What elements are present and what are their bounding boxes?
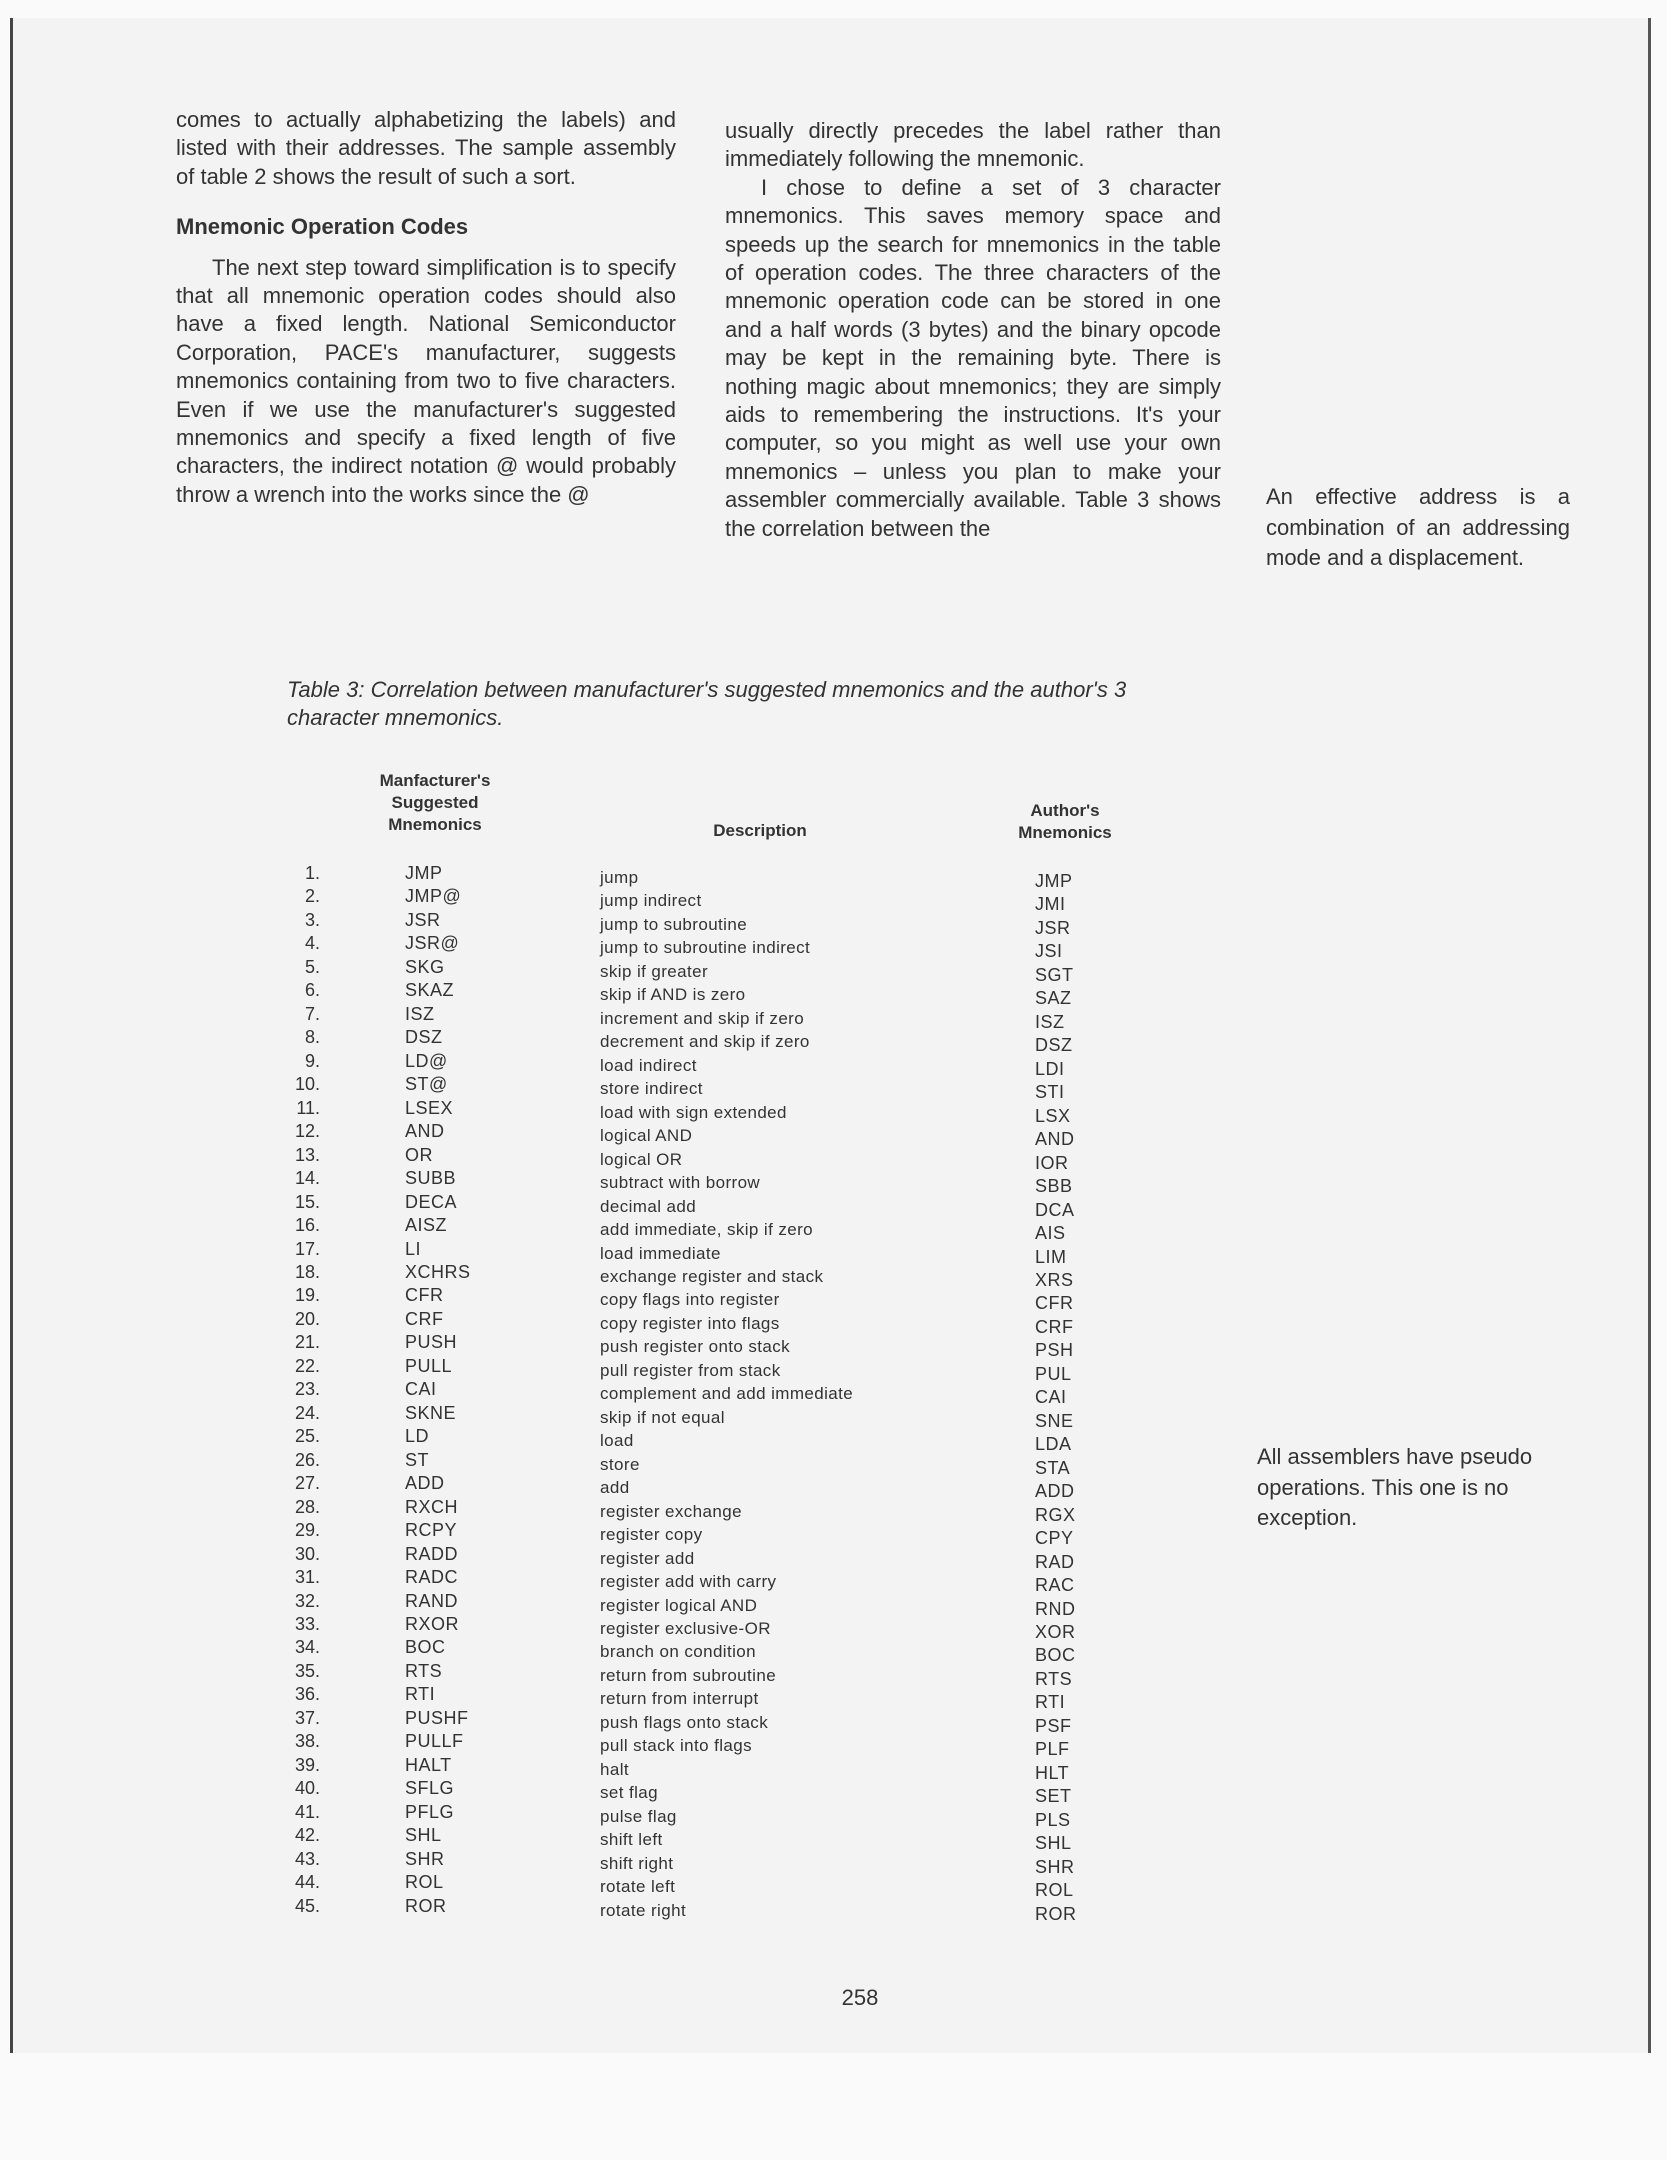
description-cell: copy register into flags	[600, 1313, 780, 1333]
description-cell: register add with carry	[600, 1572, 777, 1592]
manufacturer-mnemonic: PUSH	[405, 1332, 458, 1353]
manufacturer-mnemonic: SHR	[405, 1848, 445, 1869]
author-mnemonic: SHL	[1035, 1833, 1072, 1854]
manufacturer-mnemonic: SKG	[405, 956, 445, 977]
description-cell: set flag	[600, 1783, 659, 1803]
page-number: 258	[841, 1985, 879, 2010]
manufacturer-mnemonic: CFR	[405, 1285, 444, 1306]
author-mnemonic: IOR	[1035, 1152, 1069, 1173]
row-number: 17.	[294, 1238, 320, 1259]
table-caption: Table 3: Correlation between manufacturer's suggested mnemonics and the author's 3 character mnemonics.	[287, 677, 1127, 730]
row-number: 19.	[294, 1285, 320, 1306]
author-mnemonic: DCA	[1035, 1199, 1075, 1220]
row-number: 27.	[294, 1473, 320, 1494]
author-mnemonic: SGT	[1035, 964, 1074, 985]
row-number: 36.	[294, 1684, 320, 1705]
row-number: 4.	[304, 933, 320, 954]
description-cell: pull stack into flags	[600, 1736, 753, 1756]
column-row-numbers	[250, 862, 320, 1918]
manufacturer-mnemonic: LD@	[405, 1050, 448, 1071]
description-cell: skip if not equal	[600, 1407, 725, 1427]
author-mnemonic: ROR	[1035, 1903, 1077, 1924]
description-cell: return from interrupt	[600, 1689, 759, 1709]
description-cell: halt	[600, 1759, 630, 1779]
row-number: 6.	[304, 980, 320, 1001]
manufacturer-mnemonic: ROR	[405, 1895, 447, 1916]
row-number: 1.	[304, 863, 320, 883]
description-cell: store	[600, 1454, 640, 1474]
author-mnemonic: RAD	[1035, 1551, 1075, 1572]
row-number: 44.	[294, 1872, 320, 1893]
author-mnemonic: SET	[1035, 1786, 1072, 1807]
manufacturer-mnemonic: RTI	[405, 1684, 436, 1705]
row-number: 29.	[294, 1520, 320, 1541]
author-mnemonic: LDA	[1035, 1434, 1072, 1455]
column-manufacturer-mnemonics	[405, 862, 545, 1918]
author-mnemonic: RGX	[1035, 1504, 1076, 1525]
description-cell: complement and add immediate	[600, 1384, 854, 1404]
description-cell: load indirect	[600, 1055, 697, 1075]
paragraph: usually directly precedes the label rather than immediately following the mnemonic.	[725, 118, 1221, 172]
author-mnemonic: JSI	[1035, 941, 1063, 962]
row-number: 18.	[294, 1261, 320, 1282]
body-column-left	[176, 106, 676, 509]
manufacturer-mnemonic: SKAZ	[405, 980, 455, 1001]
row-number: 22.	[294, 1355, 320, 1376]
row-number: 16.	[294, 1215, 320, 1236]
manufacturer-mnemonic: RCPY	[405, 1520, 458, 1541]
manufacturer-mnemonic: JMP@	[405, 886, 462, 907]
manufacturer-mnemonic: SHL	[405, 1825, 442, 1846]
margin-note: An effective address is a combination of an addressing mode and a displacement.	[1266, 484, 1570, 570]
row-number: 37.	[294, 1707, 320, 1728]
row-number: 41.	[294, 1801, 320, 1822]
author-mnemonic: SNE	[1035, 1410, 1074, 1431]
description-cell: decimal add	[600, 1196, 697, 1216]
row-number: 13.	[294, 1144, 320, 1165]
author-mnemonic: CFR	[1035, 1293, 1074, 1314]
author-mnemonic: RAC	[1035, 1575, 1075, 1596]
row-number: 43.	[294, 1848, 320, 1869]
description-cell: logical OR	[600, 1149, 683, 1169]
description-cell: store indirect	[600, 1079, 703, 1099]
manufacturer-mnemonic: LI	[405, 1238, 422, 1259]
row-number: 28.	[294, 1496, 320, 1517]
manufacturer-mnemonic: RTS	[405, 1660, 443, 1681]
author-mnemonic: AIS	[1035, 1223, 1066, 1244]
manufacturer-mnemonic: OR	[405, 1144, 433, 1165]
description-cell: add immediate, skip if zero	[600, 1220, 813, 1240]
column-descriptions	[600, 866, 960, 1922]
description-cell: push flags onto stack	[600, 1712, 769, 1732]
row-number: 34.	[294, 1637, 320, 1658]
author-mnemonic: ISZ	[1035, 1011, 1065, 1032]
author-mnemonic: STA	[1035, 1457, 1071, 1478]
manufacturer-mnemonic: SFLG	[405, 1778, 455, 1799]
author-mnemonic: JMP	[1035, 871, 1073, 891]
column-author-mnemonics	[1035, 870, 1135, 1926]
author-mnemonic: BOC	[1035, 1645, 1076, 1666]
manufacturer-mnemonic: DSZ	[405, 1027, 443, 1048]
description-cell: skip if AND is zero	[600, 985, 746, 1005]
author-mnemonic: RTS	[1035, 1668, 1073, 1689]
description-cell: load	[600, 1431, 634, 1451]
column-header-manufacturer: Manfacturer's Suggested Mnemonics	[379, 771, 491, 834]
manufacturer-mnemonic: SKNE	[405, 1402, 457, 1423]
manufacturer-mnemonic: LSEX	[405, 1097, 454, 1118]
row-number: 9.	[304, 1050, 320, 1071]
manufacturer-mnemonic: RXOR	[405, 1614, 460, 1634]
author-mnemonic: SBB	[1035, 1176, 1073, 1197]
description-cell: copy flags into register	[600, 1290, 780, 1310]
description-cell: jump to subroutine indirect	[600, 938, 811, 958]
manufacturer-mnemonic: SUBB	[405, 1168, 457, 1189]
description-cell: load immediate	[600, 1243, 721, 1263]
manufacturer-mnemonic: RADC	[405, 1567, 459, 1588]
description-cell: exchange register and stack	[600, 1266, 824, 1286]
manufacturer-mnemonic: DECA	[405, 1191, 458, 1212]
author-mnemonic: DSZ	[1035, 1035, 1073, 1056]
row-number: 45.	[294, 1895, 320, 1916]
author-mnemonic: PLF	[1035, 1739, 1070, 1760]
paragraph: I chose to define a set of 3 character mnemonics. This saves memory space and speeds up the search for mnemonics in the table of operation codes. The three characters of the mnemonic operation code can be stored in one and a half words (3 bytes) and the binary opcode may be kept in the remaining byte. There is nothing magic about mnemonics; they are simply aids to remembering the instructions. It's your computer, so you might as well use your own mnemonics – unless you plan to make your assembler commercially available. Table 3 shows the correlation between the	[725, 174, 1221, 541]
description-cell: register add	[600, 1548, 695, 1568]
description-cell: shift right	[600, 1853, 674, 1873]
author-mnemonic: XOR	[1035, 1622, 1076, 1642]
description-cell: pulse flag	[600, 1806, 677, 1826]
manufacturer-mnemonic: ADD	[405, 1473, 445, 1494]
manufacturer-mnemonic: LD	[405, 1426, 430, 1447]
row-number: 31.	[294, 1567, 320, 1588]
row-number: 39.	[294, 1754, 320, 1775]
author-mnemonic: AND	[1035, 1129, 1075, 1150]
row-number: 8.	[304, 1027, 320, 1048]
description-cell: logical AND	[600, 1126, 693, 1146]
description-cell: decrement and skip if zero	[600, 1032, 810, 1052]
author-mnemonic: JMI	[1035, 894, 1066, 915]
author-mnemonic: RTI	[1035, 1692, 1066, 1713]
column-header-author: Author's Mnemonics	[1018, 801, 1112, 842]
description-cell: return from subroutine	[600, 1665, 777, 1685]
description-cell: subtract with borrow	[600, 1173, 761, 1193]
manufacturer-mnemonic: ROL	[405, 1872, 444, 1893]
manufacturer-mnemonic: XCHRS	[405, 1261, 471, 1282]
author-mnemonic: STI	[1035, 1082, 1065, 1103]
author-mnemonic: ADD	[1035, 1481, 1075, 1502]
manufacturer-mnemonic: RAND	[405, 1590, 459, 1611]
row-number: 25.	[294, 1426, 320, 1447]
row-number: 21.	[294, 1332, 320, 1353]
author-mnemonic: HLT	[1035, 1762, 1070, 1783]
description-cell: load with sign extended	[600, 1102, 787, 1122]
description-cell: add	[600, 1478, 630, 1498]
description-cell: increment and skip if zero	[600, 1008, 805, 1028]
paragraph: The next step toward simplification is to specify that all mnemonic operation codes should also have a fixed length. National Semiconductor Corporation, PACE's manufacturer, suggests mnemonics containing from two to five characters. Even if we use the manufacturer's suggested mnemonics and specify a fixed length of five characters, the indirect notation @ would probably throw a wrench into the works since the @	[176, 254, 676, 507]
author-mnemonic: LDI	[1035, 1058, 1065, 1079]
margin-note: All assemblers have pseudo operations. This one is no exception.	[1257, 1444, 1533, 1530]
manufacturer-mnemonic: HALT	[405, 1754, 452, 1775]
row-number: 12.	[294, 1121, 320, 1142]
author-mnemonic: PSF	[1035, 1715, 1072, 1736]
row-number: 35.	[294, 1660, 320, 1681]
description-cell: jump indirect	[600, 891, 702, 911]
author-mnemonic: CAI	[1035, 1387, 1067, 1408]
row-number: 11.	[296, 1097, 320, 1118]
column-header-description: Description	[713, 821, 807, 840]
row-number: 30.	[294, 1543, 320, 1564]
row-number: 23.	[294, 1379, 320, 1400]
row-number: 3.	[304, 909, 320, 930]
author-mnemonic: CRF	[1035, 1316, 1074, 1337]
author-mnemonic: JSR	[1035, 917, 1071, 938]
manufacturer-mnemonic: PULL	[405, 1355, 453, 1376]
manufacturer-mnemonic: ST@	[405, 1074, 448, 1095]
manufacturer-mnemonic: JMP	[405, 863, 443, 883]
author-mnemonic: CPY	[1035, 1528, 1074, 1549]
row-number: 2.	[304, 886, 320, 907]
manufacturer-mnemonic: RXCH	[405, 1496, 459, 1517]
row-number: 32.	[294, 1590, 320, 1611]
row-number: 14.	[294, 1168, 320, 1189]
paragraph: comes to actually alphabetizing the labels) and listed with their addresses. The sample assembly of table 2 shows the result of such a sort.	[176, 107, 676, 189]
row-number: 33.	[294, 1614, 320, 1634]
description-cell: branch on condition	[600, 1642, 756, 1662]
manufacturer-mnemonic: ISZ	[405, 1003, 435, 1024]
row-number: 40.	[294, 1778, 320, 1799]
row-number: 26.	[294, 1449, 320, 1470]
description-cell: shift left	[600, 1830, 663, 1850]
description-cell: register exchange	[600, 1501, 742, 1521]
row-number: 42.	[294, 1825, 320, 1846]
author-mnemonic: SAZ	[1035, 988, 1072, 1009]
description-cell: register copy	[600, 1525, 703, 1545]
section-heading: Mnemonic Operation Codes	[176, 214, 469, 240]
author-mnemonic: PUL	[1035, 1363, 1072, 1384]
row-number: 10.	[294, 1074, 320, 1095]
manufacturer-mnemonic: RADD	[405, 1543, 459, 1564]
description-cell: jump to subroutine	[600, 914, 748, 934]
description-cell: register logical AND	[600, 1595, 758, 1615]
author-mnemonic: LIM	[1035, 1246, 1067, 1267]
description-cell: skip if greater	[600, 961, 709, 981]
manufacturer-mnemonic: AND	[405, 1121, 445, 1142]
author-mnemonic: PSH	[1035, 1340, 1074, 1361]
row-number: 38.	[294, 1731, 320, 1752]
author-mnemonic: PLS	[1035, 1809, 1071, 1830]
manufacturer-mnemonic: PFLG	[405, 1801, 455, 1822]
author-mnemonic: RND	[1035, 1598, 1076, 1619]
author-mnemonic: SHR	[1035, 1856, 1075, 1877]
manufacturer-mnemonic: CRF	[405, 1308, 444, 1329]
author-mnemonic: LSX	[1035, 1105, 1071, 1126]
manufacturer-mnemonic: PUSHF	[405, 1707, 469, 1728]
description-cell: pull register from stack	[600, 1360, 781, 1380]
row-number: 5.	[304, 956, 320, 977]
row-number: 24.	[294, 1402, 320, 1423]
description-cell: push register onto stack	[600, 1337, 791, 1357]
description-cell: jump	[600, 868, 639, 887]
description-cell: rotate left	[600, 1877, 676, 1897]
manufacturer-mnemonic: PULLF	[405, 1731, 464, 1752]
manufacturer-mnemonic: BOC	[405, 1637, 446, 1658]
manufacturer-mnemonic: JSR@	[405, 933, 460, 954]
author-mnemonic: XRS	[1035, 1269, 1074, 1290]
author-mnemonic: ROL	[1035, 1880, 1074, 1901]
manufacturer-mnemonic: AISZ	[405, 1215, 448, 1236]
description-cell: rotate right	[600, 1900, 687, 1920]
row-number: 15.	[294, 1191, 320, 1212]
body-column-right	[725, 117, 1221, 543]
manufacturer-mnemonic: JSR	[405, 909, 441, 930]
manufacturer-mnemonic: ST	[405, 1449, 430, 1470]
manufacturer-mnemonic: CAI	[405, 1379, 437, 1400]
row-number: 20.	[294, 1308, 320, 1329]
description-cell: register exclusive-OR	[600, 1619, 771, 1638]
row-number: 7.	[304, 1003, 320, 1024]
